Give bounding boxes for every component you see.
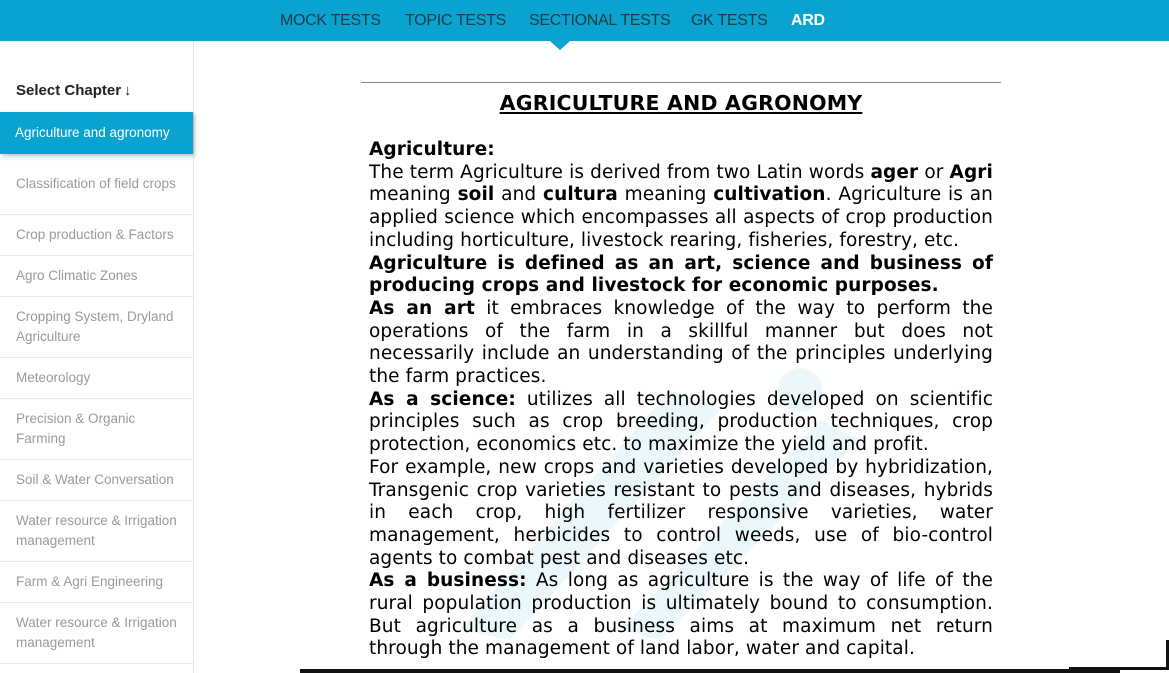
nav-topic-tests[interactable]: TOPIC TESTS — [405, 12, 507, 29]
chapter-label: Water resource & Irrigation management — [16, 513, 177, 548]
document-body — [369, 139, 993, 661]
bold-run: cultivation — [713, 184, 826, 206]
nav-sectional-tests[interactable]: SECTIONAL TESTS — [529, 12, 671, 29]
chapter-item[interactable] — [0, 215, 193, 256]
chapter-label: Meteorology — [16, 370, 91, 385]
text-run: or — [918, 161, 950, 183]
bold-run: soil — [457, 184, 495, 206]
paragraph-definition — [369, 162, 993, 253]
text-run: . Agriculture is an applied science which encompasses all aspects of crop production including horticulture, livestock rearing, fisheries, forestry, etc. — [369, 184, 993, 251]
chapter-label: Farm & Agri Engineering — [16, 574, 164, 589]
document-content — [361, 82, 1001, 673]
chapter-item[interactable] — [0, 256, 193, 297]
chapter-item[interactable] — [0, 603, 193, 664]
nav-pointer — [550, 41, 570, 50]
chapter-label: Cropping System, Dryland Agriculture — [16, 309, 174, 344]
chapter-item[interactable] — [0, 154, 193, 215]
chapter-item[interactable] — [0, 399, 193, 460]
text-run: As long as agriculture is the way of life of the rural population production is ultimately bound to consumption. But agriculture as a business aims at maximum net return through the management of land labor, water and capital. — [369, 570, 993, 660]
nav-gk-tests[interactable]: GK TESTS — [691, 12, 768, 29]
text-run: it embraces knowledge of the way to perform the operations of the farm in a skillful manner but does not necessarily include an understanding of the principles underlying the farm practices. — [369, 297, 993, 388]
corner-mark — [1066, 640, 1169, 673]
chapter-label: Crop production & Factors — [16, 227, 174, 242]
bold-run: ager — [870, 161, 919, 183]
nav-ard[interactable]: ARD — [791, 12, 825, 29]
paragraph-bold-definition — [369, 253, 993, 298]
chapter-label: Precision & Organic Farming — [16, 411, 136, 446]
text-run: The term Agriculture is derived from two Latin words — [369, 161, 871, 183]
bold-run: As a science: — [369, 388, 516, 410]
chapter-label: Water resource & Irrigation management — [16, 615, 177, 650]
select-chapter-label: Select Chapter — [16, 82, 122, 99]
chapter-label: Classification of field crops — [16, 176, 176, 191]
text-run: meaning — [369, 184, 458, 206]
chapter-item[interactable] — [0, 501, 193, 562]
select-chapter-title[interactable] — [16, 82, 132, 99]
chapter-label: Soil & Water Conversation — [16, 472, 174, 487]
paragraph-science — [369, 389, 993, 457]
chapter-list — [0, 112, 193, 664]
bold-run: As an art — [369, 297, 475, 319]
bold-run: Agriculture is defined as an art, science and business of producing crops and livestock for economic purposes. — [369, 252, 993, 297]
top-nav — [0, 0, 1169, 41]
bold-run: As a business: — [369, 570, 527, 592]
paragraph-example: For example, new crops and varieties developed by hybridization, Transgenic crop varieties resistant to pests and diseases, hybrids in each crop, high fertilizer responsive varieties, water management, herbicides to control weeds, use of bio-control agents to combat pest and diseases etc. — [369, 456, 993, 569]
chapter-item[interactable] — [0, 562, 193, 603]
chapter-label: Agriculture and agronomy — [15, 125, 170, 140]
document-title: AGRICULTURE AND AGRONOMY — [499, 91, 863, 115]
section-heading: Agriculture: — [369, 139, 495, 160]
text-run: and — [494, 184, 544, 206]
text-run: utilizes all technologies developed on scientific principles such as crop breeding, production techniques, crop protection, economics etc. to maximize the yield and profit. — [369, 388, 993, 456]
bottom-edge-bar — [300, 669, 1120, 673]
chapter-item[interactable] — [0, 358, 193, 399]
bold-run: Agri — [949, 161, 993, 183]
chapter-item[interactable] — [0, 460, 193, 501]
chapter-item[interactable] — [0, 297, 193, 358]
text-run: meaning — [617, 184, 714, 206]
nav-mock-tests[interactable]: MOCK TESTS — [280, 12, 381, 29]
paragraph-business — [369, 570, 993, 661]
chapter-label: Agro Climatic Zones — [16, 268, 138, 283]
bold-run: cultura — [543, 184, 618, 206]
chapter-item[interactable] — [0, 112, 193, 154]
chapter-sidebar — [0, 41, 194, 673]
paragraph-art — [369, 298, 993, 389]
arrow-down-icon: ↓ — [124, 82, 132, 99]
